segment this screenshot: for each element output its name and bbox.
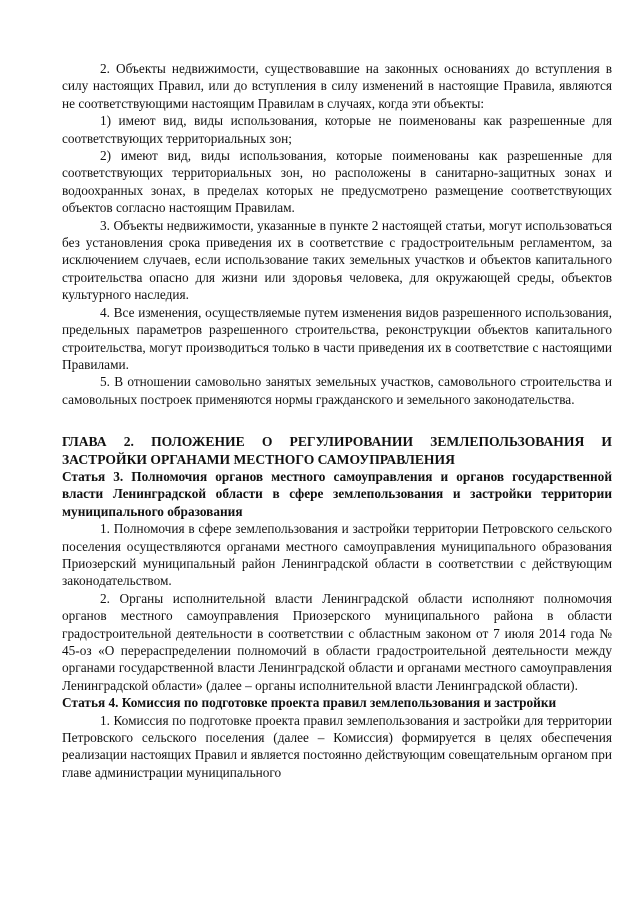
- article-4-paragraph-1: 1. Комиссия по подготовке проекта правил землепользования и застройки для территории Петровского сельского поселения (далее – Комиссия) формируется в целях обеспечения реализации настоящих Правил и является постоянно действующим совещательным органом при главе администрации муниципального: [62, 712, 612, 780]
- paragraph-2-2: 2) имеют вид, виды использования, которые поименованы как разрешенные для соответствующих территориальных зон, но расположены в санитарно-защитных зонах и водоохранных зонах, в пределах которых не предусмотрено размещение соответствующих объектов согласно настоящим Правилам.: [62, 148, 612, 216]
- article-3-heading: Статья 3. Полномочия органов местного самоуправления и органов государственной власти Ленинградской области в сфере землепользования и застройки территории муниципального образования: [62, 468, 612, 519]
- paragraph-2-1: 1) имеют вид, виды использования, которые не поименованы как разрешенные для соответствующих территориальных зон;: [62, 113, 612, 146]
- paragraph-3: 3. Объекты недвижимости, указанные в пункте 2 настоящей статьи, могут использоваться без установления срока приведения их в соответствие с градостроительным регламентом, за исключением случаев, если использование таких земельных участков и объектов капитального строительства опасно для жизни или здоровья человека, для окружающей среды, объектов культурного наследия.: [62, 217, 612, 303]
- paragraph-5: 5. В отношении самовольно занятых земельных участков, самовольного строительства и самовольных построек применяются нормы гражданского и земельного законодательства.: [62, 374, 612, 407]
- article-3-paragraph-2: 2. Органы исполнительной власти Ленинградской области исполняют полномочия органов местного самоуправления Приозерского муниципального района в области градостроительной деятельности в соответствии с областным законом от 7 июля 2014 года № 45-оз «О перераспределении полномочий в области градостроительной деятельности между органами государственной власти Ленинградской области и органами местного самоуправления Ленинградской области» (далее – органы исполнительной власти Ленинградской области).: [62, 590, 612, 693]
- article-3-paragraph-1: 1. Полномочия в сфере землепользования и застройки территории Петровского сельского поселения осуществляются органами местного самоуправления муниципального образования Приозерский муниципальный район Ленинградской области в соответствии с действующим законодательством.: [62, 521, 612, 589]
- article-4-heading: Статья 4. Комиссия по подготовке проекта правил землепользования и застройки: [62, 695, 557, 711]
- chapter-heading: ГЛАВА 2. ПОЛОЖЕНИЕ О РЕГУЛИРОВАНИИ ЗЕМЛЕПОЛЬЗОВАНИЯ И ЗАСТРОЙКИ ОРГАНАМИ МЕСТНОГО САМОУПРАВЛЕНИЯ: [62, 434, 612, 467]
- paragraph-2: 2. Объекты недвижимости, существовавшие на законных основаниях до вступления в силу настоящих Правил, или до вступления в силу изменений в настоящие Правила, являются не соответствующими настоящим Правилам в случаях, когда эти объекты:: [62, 61, 612, 111]
- paragraph-4: 4. Все изменения, осуществляемые путем изменения видов разрешенного использования, предельных параметров разрешенного строительства, реконструкции объектов капитального строительства, могут производиться только в части приведения их в соответствие с настоящими Правилами.: [62, 304, 612, 372]
